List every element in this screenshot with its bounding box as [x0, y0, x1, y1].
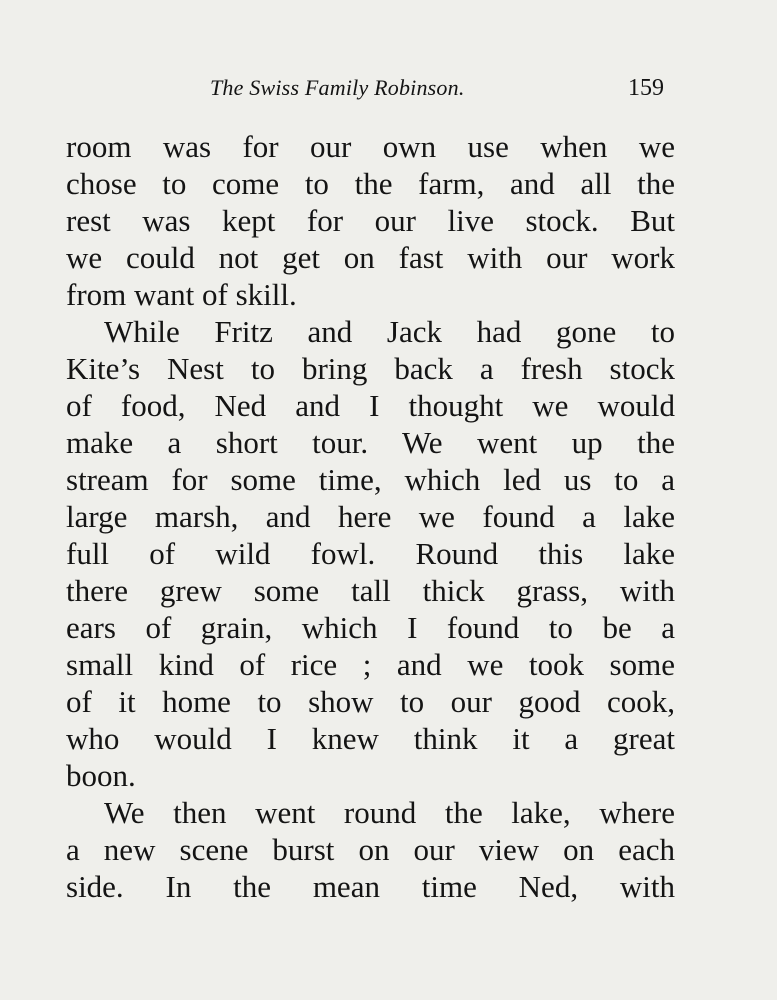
text-line: there grew some tall thick grass, with: [66, 573, 675, 608]
text-line: rest was kept for our live stock. But: [66, 203, 675, 238]
text-line: full of wild fowl. Round this lake: [66, 536, 675, 571]
text-line: Kite’s Nest to bring back a fresh stock: [66, 351, 675, 386]
text-line: stream for some time, which led us to a: [66, 462, 675, 497]
text-line: small kind of rice ; and we took some: [66, 647, 675, 682]
text-line: of food, Ned and I thought we would: [66, 388, 675, 423]
text-line: side. In the mean time Ned, with: [66, 869, 675, 904]
text-line: a new scene burst on our view on each: [66, 832, 675, 867]
running-head: [0, 74, 777, 106]
body-text: [66, 128, 675, 905]
running-title: The Swiss Family Robinson.: [210, 75, 465, 100]
text-line: who would I knew think it a great: [66, 721, 675, 756]
page-number: 159: [628, 75, 664, 101]
text-line: large marsh, and here we found a lake: [66, 499, 675, 534]
text-line: chose to come to the farm, and all the: [66, 166, 675, 201]
paragraph-first-line: While Fritz and Jack had gone to: [104, 314, 675, 349]
text-line: ears of grain, which I found to be a: [66, 610, 675, 645]
paragraph-last-line: from want of skill.: [66, 277, 297, 312]
paragraph-last-line: boon.: [66, 758, 136, 793]
paragraph-first-line: We then went round the lake, where: [104, 795, 675, 830]
text-line: of it home to show to our good cook,: [66, 684, 675, 719]
text-line: we could not get on fast with our work: [66, 240, 675, 275]
text-line: room was for our own use when we: [66, 129, 675, 164]
text-line: make a short tour. We went up the: [66, 425, 675, 460]
